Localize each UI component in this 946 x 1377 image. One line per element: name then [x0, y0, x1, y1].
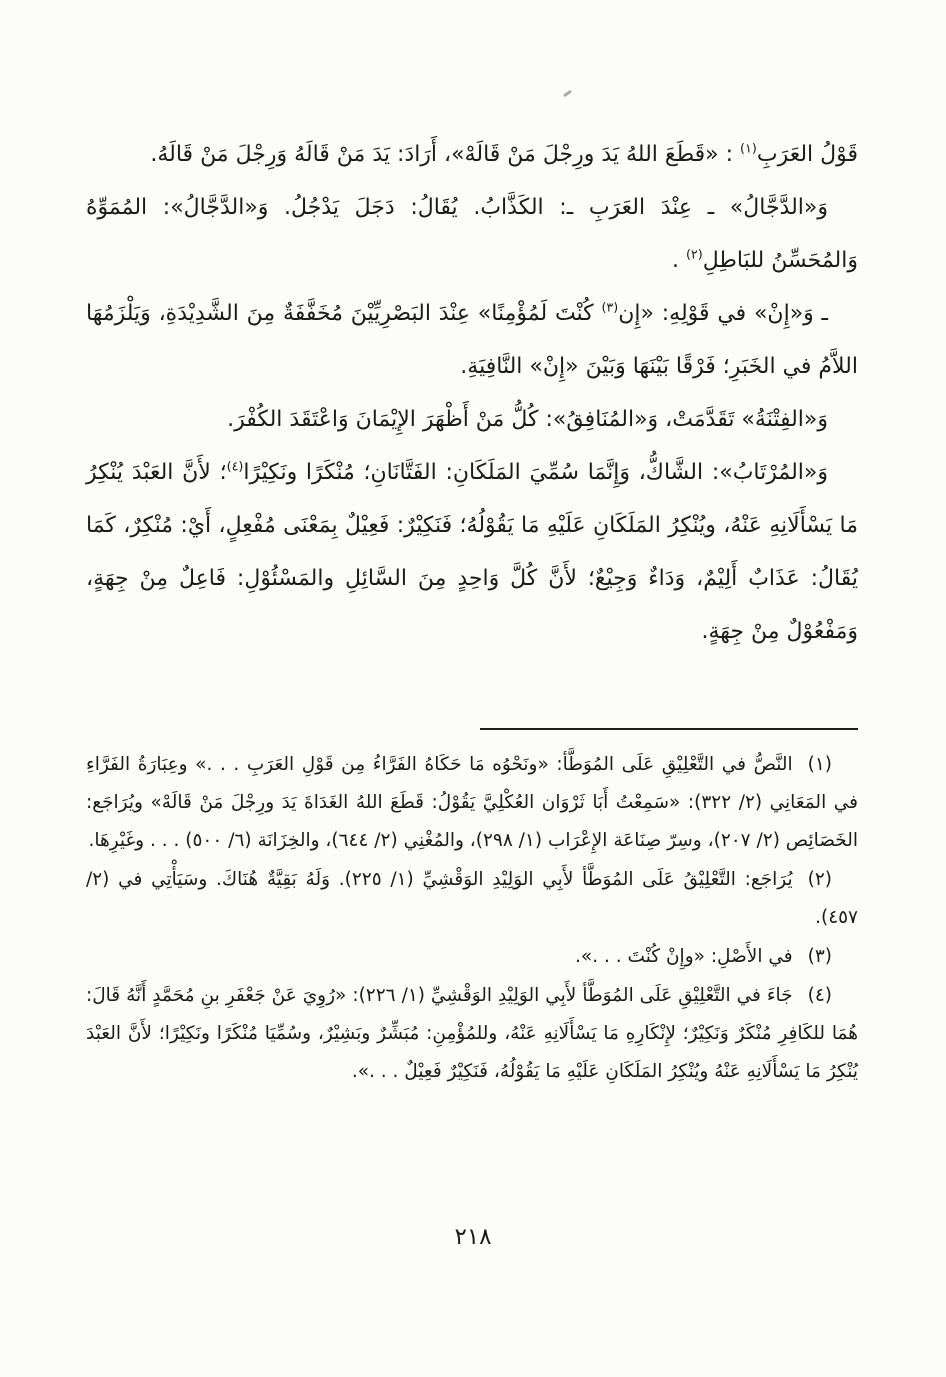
body-paragraph: وَ«الفِتْنَةُ» تَقَدَّمَتْ، وَ«المُنَافِقُ»: كُلُّ مَنْ أَظْهَرَ الإِيْمَانَ وَاعْتَقَدَ الكُفْرَ.: [227, 407, 828, 432]
footnote-ref: (٤): [226, 459, 244, 475]
scan-speck: [563, 90, 572, 98]
footnote-text: في الأَصْلِ: «وإِنْ كُنْتَ . . .».: [575, 946, 793, 967]
footnote: [86, 746, 858, 860]
footnote: [86, 977, 858, 1091]
body-paragraph: قَوْلُ العَرَبِ$^{(١)}$ : «قَطَعَ اللهُ يَدَ ورِجْلَ مَنْ قَالَهْ»، أَرَادَ: يَدَ مَنْ قَالَهُ وَرِجْلَ مَنْ قَالَهُ.: [150, 141, 858, 167]
body-paragraph: وَ«المُرْتَابُ»: الشَّاكُّ، وَإِنَّمَا سُمِّيَ المَلَكَانِ: الفَتَّانَانِ؛ مُنْكَرًا ونَكِيْرًا$^{(٤)}$؛ لأَنَّ العَبْدَ يُنْكِرُ مَا يَسْأَلَانِهِ عَنْهُ، ويُنْكِرُ المَلَكَانِ عَلَيْهِ مَا يَقُوْلُهُ؛ فَنَكِيْرٌ: فَعِيْلٌ بِمَعْنَى مُفْعِلٍ، أَيْ: مُنْكِرٌ، كَمَا يُقَالُ: عَذَابٌ أَلِيْمٌ، وَدَاءٌ وَجِيْعٌ؛ لأَنَّ كُلَّ وَاحِدٍ مِنَ السَّائِلِ والمَسْئُوْلِ: فَاعِلٌ مِنْ جِهَةٍ، وَمَفْعُوْلٌ مِنْ جِهَةٍ.: [86, 459, 858, 644]
footnote-ref: (١): [740, 141, 757, 157]
footnote-marker: (١): [807, 754, 832, 775]
page-number: ٢١٨: [454, 1224, 492, 1250]
footnote: [86, 938, 858, 976]
footnote-text: يُرَاجَع: التَّعْلِيْقُ عَلَى المُوَطَّأ لأَبِي الوَلِيْدِ الوَقْشِيِّ (١/ ٢٢٥). وَلَهُ بَقِيَّةٌ هُنَاكَ. وسَيَأْتِي في (٢/ ٤٥٧).: [86, 869, 858, 928]
footnote: [86, 861, 858, 937]
footnote-marker: (٤): [807, 985, 832, 1006]
footnotes: [86, 746, 858, 1092]
body-paragraph: وَ«الدَّجَّالُ» ـ عِنْدَ العَرَبِ ـ: الكَذَّابُ. يُقَالُ: دَجَلَ يَدْجُلُ. وَ«الدَّجَّالُ»: المُمَوِّهُ وَالمُحَسِّنُ للبَاطِلِ$^{(٢)}$ .: [86, 195, 858, 273]
body-text: [86, 128, 858, 658]
body-paragraph: ـ وَ«إِنْ» في قَوْلِهِ: «إِن$^{(٣)}$ كُنْتَ لَمُؤْمِنًا» عِنْدَ البَصْرِيِّيْنَ مُخَفَّفَةٌ مِنَ الشَّدِيْدَةِ، وَيَلْزَمُهَا اللاَّمُ في الخَبَرِ؛ فَرْقًا بَيْنَهَا وَبَيْنَ «إِنْ» النَّافِيَةِ.: [86, 300, 858, 379]
footnote-marker: (٢): [807, 869, 832, 890]
footnote-text: جَاءَ في التَّعْلِيْقِ عَلَى المُوَطَّأ لأَبِي الوَلِيْدِ الوَقْشِيِّ (١/ ٢٢٦): «رُوِيَ عَنْ جَعْفَرِ بنِ مُحَمَّدٍ أَنَّهُ قَالَ: هُمَا للكَافِرِ مُنْكَرٌ وَنَكِيْرٌ؛ لإِنْكَارِهِ مَا يَسْأَلَانِهِ عَنْهُ، وللمُؤْمِنِ: مُبَشِّرٌ وبَشِيْرٌ، وسُمِّيَا مُنْكَرًا ونَكِيْرًا؛ لأَنَّ العَبْدَ يُنْكِرُ مَا يَسْأَلَانِهِ عَنْهُ ويُنْكِرُ المَلَكَانِ عَلَيْهِ مَا يَقُوْلُهُ، فَنَكِيْرٌ فَعِيْلٌ . . .».: [86, 985, 858, 1082]
footnote-ref: (٣): [601, 300, 619, 316]
footnote-ref: (٢): [685, 247, 703, 263]
footnote-marker: (٣): [807, 946, 832, 967]
footnote-text: النَّصُّ في التَّعْلِيْقِ عَلَى المُوَطَّأ: «ونَحْوُه مَا حَكَاهُ الفَرَّاءُ مِن قَوْلِ العَرَبِ . . .» وعِبَارَةُ الفَرَّاءِ في المَعَانِي (٢/ ٣٢٢): «سَمِعْتُ أَبَا ثَرْوَان العُكْلِيَّ يَقُوْلُ: قَطَعَ اللهُ الغَدَاةَ يَدَ ورِجْلَ مَنْ قَالَهْ» ويُرَاجَع: الخَصَائِص (٢/ ٢٠٧)، وسِرّ صِنَاعَة الإِعْرَاب (١/ ٢٩٨)، والمُغْنِي (٢/ ٦٤٤)، والخِزَانَة (٦/ ٥٠٠) . . . وغَيْرِهَا.: [86, 754, 858, 851]
footnote-separator: [480, 728, 858, 730]
